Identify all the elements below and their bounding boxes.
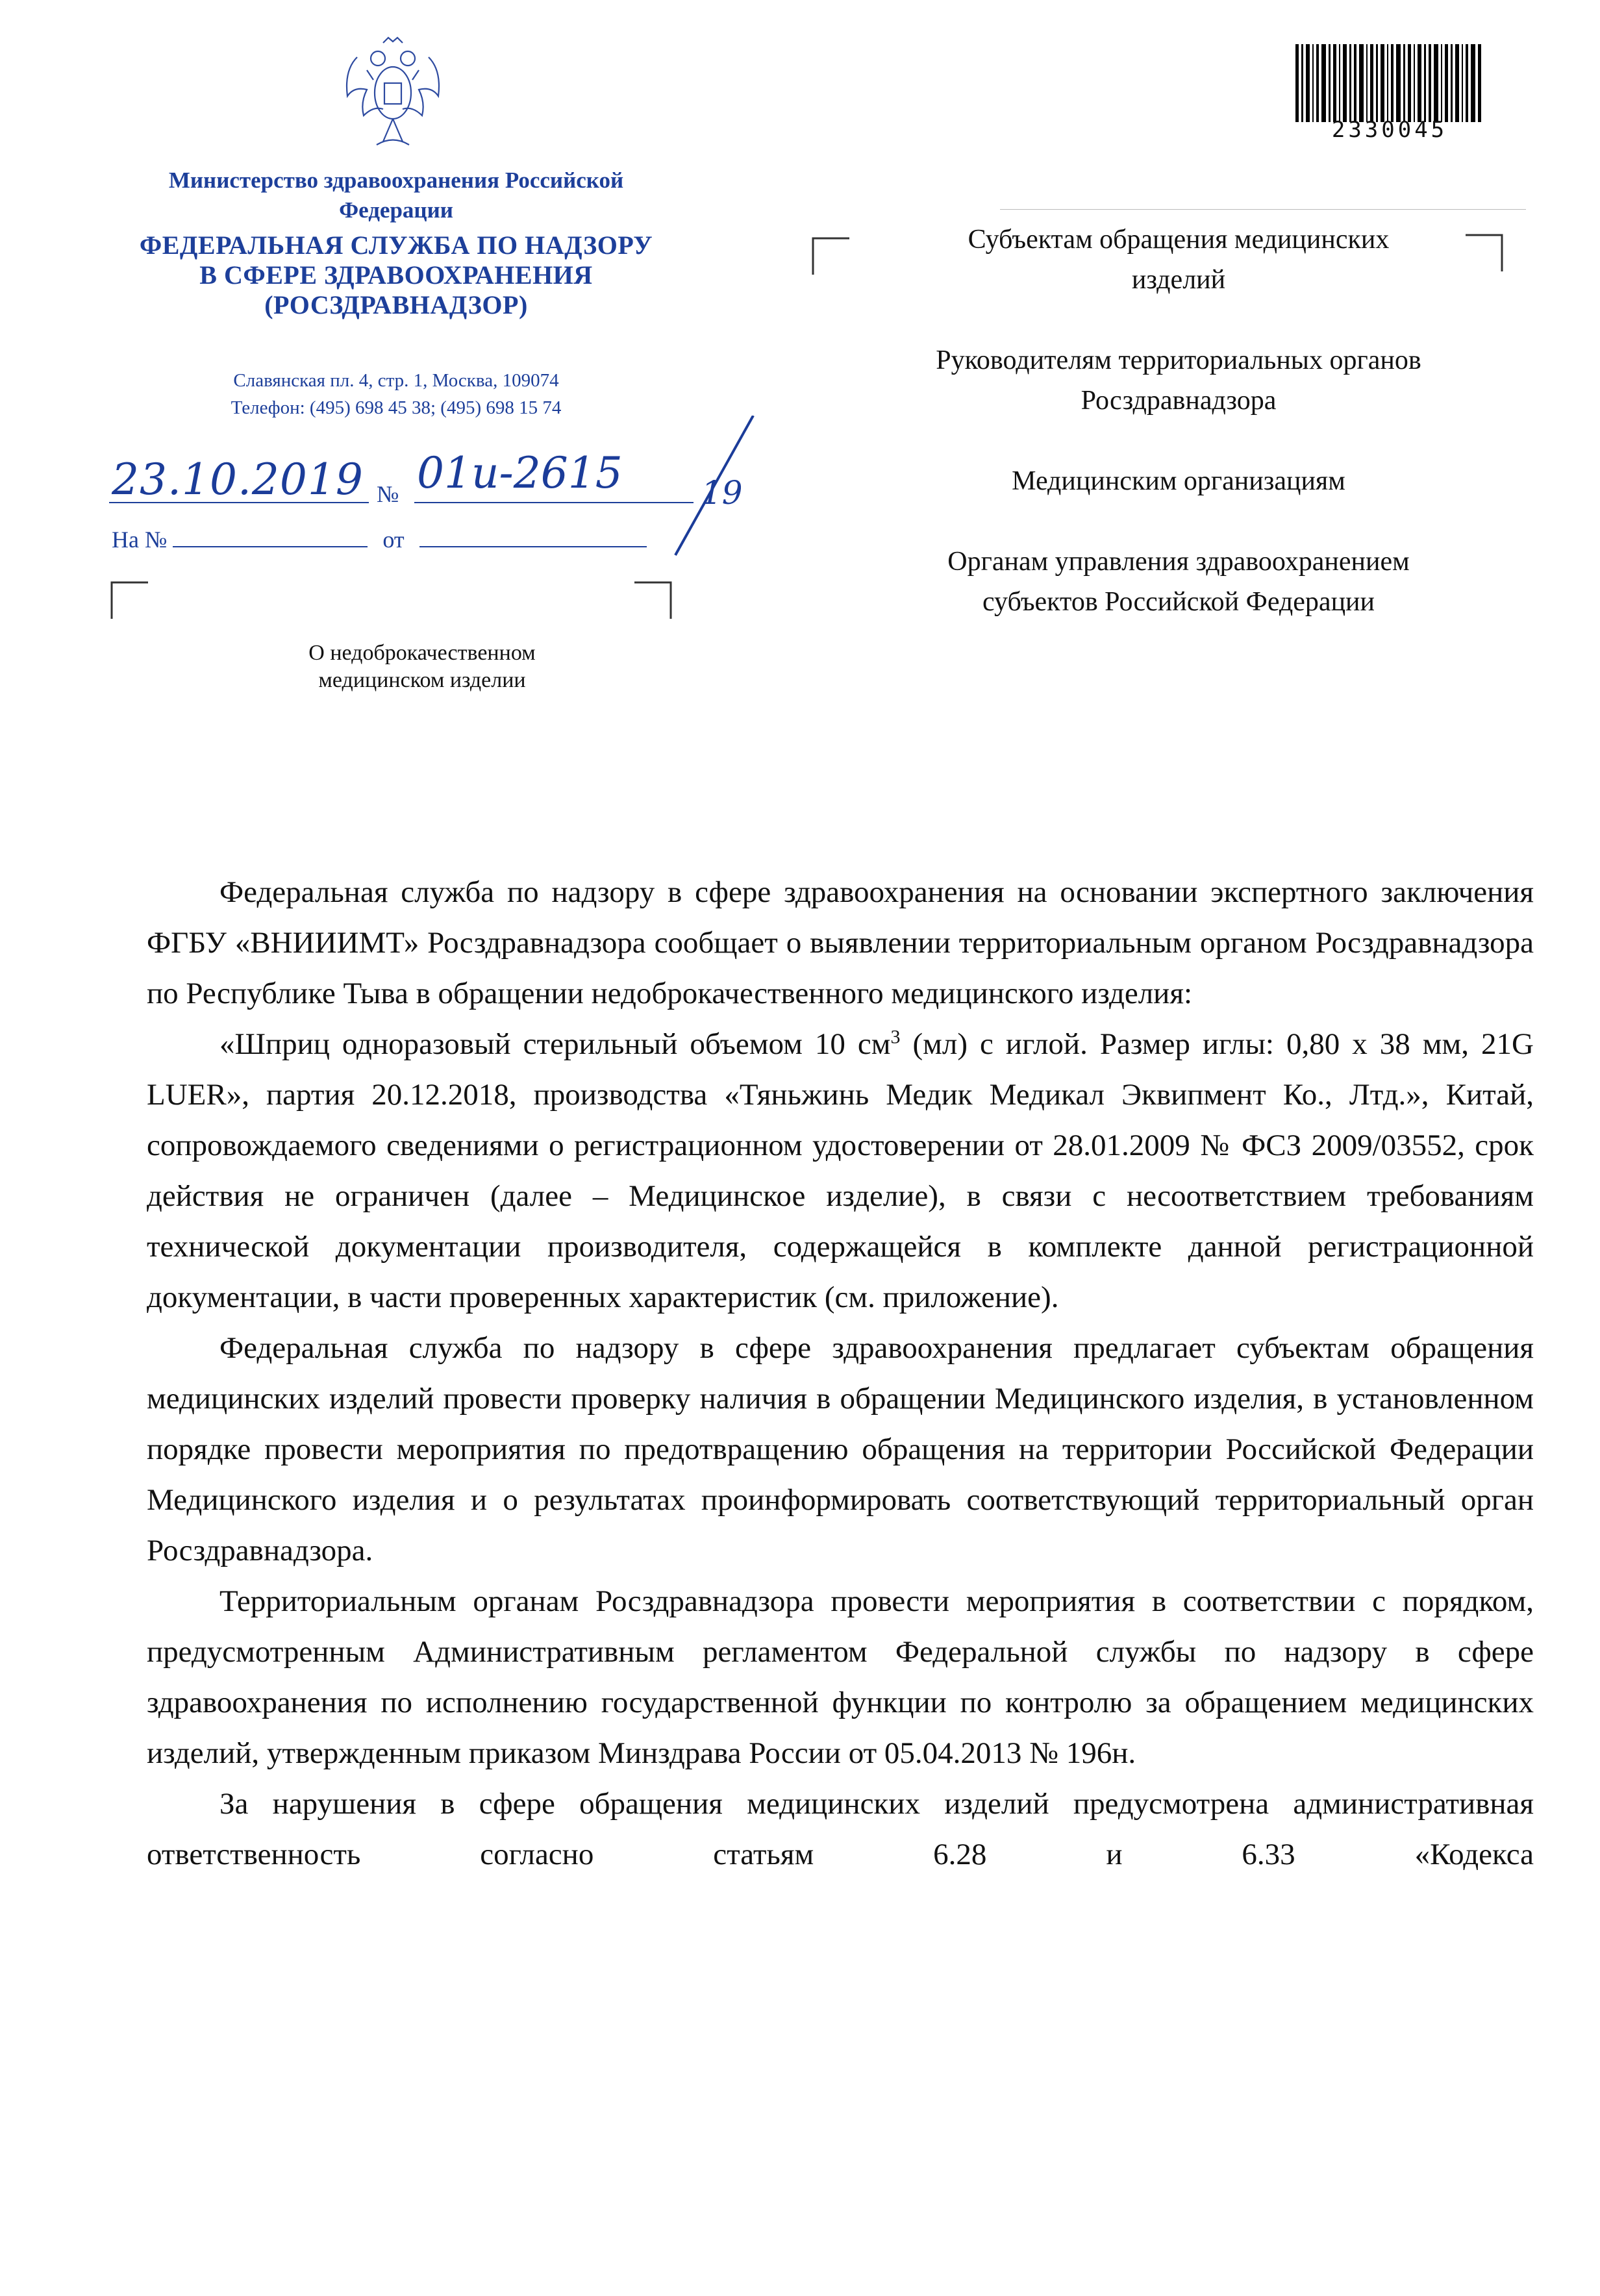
superscript: 3: [890, 1026, 901, 1048]
ref-from-label: от: [382, 527, 405, 553]
divider: [1000, 209, 1526, 210]
recipients-block: [929, 219, 1429, 622]
recipient: Субъектам обращения медицинских изделий: [968, 225, 1390, 295]
body-text: (мл) с иглой. Размер иглы: 0,80 x 38 мм, 21G LUER», партия 20.12.2018, производства «Тяньжинь Медик Медикал Эквипмент Ко., Лтд.», Китай, сопровождаемого сведениями о регистрационном удостоверении от 28.01.2009 № ФСЗ 2009/03552, срок действия не ограничен (далее – Медицинское изделие), в связи с несоответствием требованиям технической документации производителя, содержащейся в комплекте данной регистрационной документации, в части проверенных характеристик (см. приложение).: [147, 1027, 1534, 1314]
phone-line: Телефон: (495) 698 45 38; (495) 698 15 74: [231, 397, 562, 418]
body-paragraph: Федеральная служба по надзору в сфере здравоохранения на основании экспертного заключения ФГБУ «ВНИИИМТ» Росздравнадзора сообщает о выявлении территориальным органом Росздравнадзора по Республике Тыва в обращении недоброкачественного медицинского изделия:: [147, 875, 1534, 1010]
handwritten-date: 23.10.2019: [112, 455, 364, 505]
corner-bracket: [812, 237, 851, 276]
date-underline: [109, 500, 694, 506]
corner-bracket: [633, 581, 672, 620]
ministry-name: Министерство здравоохранения Российской Федерации: [168, 168, 624, 223]
handwritten-number: 01u-2615: [417, 448, 623, 498]
address-line: Славянская пл. 4, стр. 1, Москва, 109074: [233, 370, 559, 391]
corner-bracket: [110, 581, 149, 620]
subject-line: медицинском изделии: [318, 668, 526, 692]
reference-row: [112, 526, 647, 553]
subject-line: О недоброкачественном: [308, 641, 536, 665]
barcode-graphic: [1295, 44, 1484, 129]
letter-body: [147, 867, 1534, 1880]
ref-number-blank: [173, 527, 368, 547]
letter-subject: [195, 640, 649, 694]
body-paragraph: [147, 1019, 1534, 1323]
service-name-line: ФЕДЕРАЛЬНАЯ СЛУЖБА ПО НАДЗОРУ: [139, 231, 653, 260]
number-sign: №: [377, 481, 399, 507]
service-address: [110, 367, 682, 421]
recipient: Руководителям территориальных органов Росздравнадзора: [936, 345, 1421, 416]
barcode-number: 2330045: [1331, 117, 1448, 143]
body-paragraph: За нарушения в сфере обращения медицинских изделий предусмотрена административная ответственность согласно статьям 6.28 и 6.33 «Кодекса: [147, 1787, 1534, 1871]
handwritten-number-suffix: 19: [701, 474, 743, 512]
service-name-line: В СФЕРЕ ЗДРАВООХРАНЕНИЯ: [199, 260, 593, 290]
body-text: «Шприц одноразовый стерильный объемом 10 см: [219, 1027, 891, 1061]
recipient: Органам управления здравоохранением субъектов Российской Федерации: [947, 547, 1410, 617]
corner-bracket: [1464, 234, 1503, 273]
body-paragraph: Территориальным органам Росздравнадзора провести мероприятия в соответствии с порядком, предусмотренным Административным регламентом Федеральной службы по надзору в сфере здравоохранения по исполнению государственной функции по контролю за обращением медицинских изделий, утвержденным приказом Минздрава России от 05.04.2013 № 196н.: [147, 1584, 1534, 1770]
body-paragraph: Федеральная служба по надзору в сфере здравоохранения предлагает субъектам обращения медицинских изделий провести проверку наличия в обращении Медицинского изделия, в установленном порядке провести мероприятия по предотвращению обращения на территории Российской Федерации Медицинского изделия и о результатах проинформировать соответствующий территориальный орган Росздравнадзора.: [147, 1331, 1534, 1567]
recipient: Медицинским организациям: [1012, 466, 1345, 496]
coat-of-arms-emblem: [338, 31, 448, 155]
service-name: [110, 231, 682, 320]
ref-number-label: На №: [112, 527, 168, 553]
service-name-line: (РОСЗДРАВНАДЗОР): [264, 290, 528, 319]
ref-date-blank: [419, 527, 647, 547]
